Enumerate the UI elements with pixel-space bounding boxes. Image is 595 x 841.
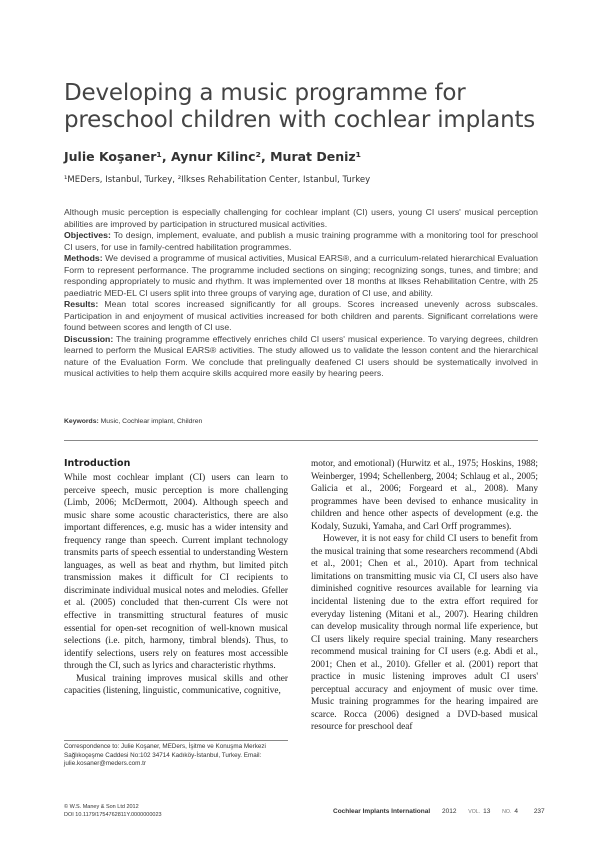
copyright: © W.S. Maney & Son Ltd 2012 <box>64 804 139 810</box>
article-title: Developing a music programme for preschool children with cochlear implants <box>64 80 536 133</box>
volume-number: 13 <box>483 808 491 815</box>
methods-label: Methods: <box>64 253 103 263</box>
results-text: Mean total scores increased significantly for all groups. Scores increased unevenly across subscales. Participation in and enjoyment of musical activities increased for both children and parents. Significant correlations were found between scores and length of CI use. <box>64 299 538 332</box>
introduction-heading: Introduction <box>64 458 131 469</box>
discussion-text: The training programme effectively enriches child CI users' musical experience. To varying degrees, children learned to perform the Musical EARS® activities. The study allowed us to validate the lesson content and the hierarchical nature of the Evaluation Form. We conclude that prelingually deafened CI users should be systematically involved in musical activities to help them acquire skills acquired more easily by hearing peers. <box>64 333 538 378</box>
discussion-label: Discussion: <box>64 333 114 344</box>
results-label: Results: <box>64 299 99 309</box>
volume-label: VOL. <box>468 809 481 815</box>
methods-text: We devised a programme of musical activities, Musical EARS®, and a curriculum-related hierarchical Evaluation Form to represent performance. The programme included sections on singing; recognizing songs, tunes, and timbre; and responding appropriately to music and rhythm. It was implemented over 18 months at Ilkses Rehabilitation Centre, with 25 paediatric MED-EL CI users split into three groups of varying age, duration of CI use, and ability. <box>64 253 538 298</box>
journal-year: 2012 <box>441 808 457 815</box>
abstract-methods <box>64 253 538 299</box>
body-paragraph: Musical training improves musical skills and other capacities (listening, linguistic, communicative, cognitive, <box>64 673 288 697</box>
abstract-results <box>64 299 538 334</box>
keywords <box>64 418 202 425</box>
body-paragraph: motor, and emotional) (Hurwitz et al., 1975; Hoskins, 1988; Weinberger, 1994; Schellenberg, 2004; Schlaug et al., 2005; Galicia et al., 2006; Forgeard et al., 2008). Many programmes have been devised to enhance musicality in children and hence other aspects of development (e.g. the Kodaly, Suzuki, Yamaha, and Carl Orff programmes). <box>311 459 538 532</box>
page-number: 237 <box>533 808 545 815</box>
doi: DOI 10.1179/1754762811Y.0000000023 <box>64 811 162 818</box>
objectives-label: Objectives: <box>64 230 111 240</box>
objectives-text: To design, implement, evaluate, and publish a music training programme with a monitoring tool for preschool CI users, for use in family-centred habilitation programmes. <box>64 230 538 252</box>
issue-number: 4 <box>514 808 518 815</box>
affiliations: ¹MEDers, Istanbul, Turkey, ²Ilkses Rehabilitation Center, Istanbul, Turkey <box>64 175 371 185</box>
issue-label: NO. <box>502 809 512 815</box>
author-list: Julie Koşaner¹, Aynur Kilinc², Murat Deniz¹ <box>64 149 362 164</box>
correspondence-note: Correspondence to: Julie Koşaner, MEDers, İşitme ve Konuşma Merkezi Sağlıkoçeşme Caddesi No:102 34714 Kadıköy-İstanbul, Turkey. Email: julie.kosaner@meders.com.tr <box>64 743 266 768</box>
footer-publisher <box>64 804 162 819</box>
keywords-label: Keywords: <box>64 418 99 425</box>
body-column-right <box>311 458 538 734</box>
section-divider <box>64 440 538 441</box>
footer-journal-info <box>333 808 545 815</box>
journal-name: Cochlear Implants International <box>333 808 431 815</box>
abstract-intro: Although music perception is especially challenging for cochlear implant (CI) users, young CI users' musical perception abilities are improved by participation in structured musical activities. <box>64 207 538 229</box>
body-column-left <box>64 458 288 698</box>
abstract-discussion <box>64 334 538 380</box>
abstract <box>64 207 538 380</box>
abstract-objectives <box>64 230 538 253</box>
keywords-value: Music, Cochlear implant, Children <box>98 418 203 425</box>
body-paragraph: While most cochlear implant (CI) users can learn to perceive speech, music perception is more challenging (Limb, 2006; McDermott, 2004). Although speech and music share some acoustic characteristics, there are also important differences, e.g. music has a wider intensity and frequency range than speech. Current implant technology transmits parts of speech essential to understanding Western languages, as well as beat and rhythm, but limited pitch transmission makes it difficult for CI recipients to discriminate individual musical notes and melodies. Gfeller et al. (2005) concluded that then-current CIs were not effective in transmitting structural features of music essential for open-set recognition of well-known musical selections (i.e. pitch, harmony, timbral blends). Thus, to identify selections, users rely on features most accessible through the CI, such as lyrics and characteristic rhythms. <box>64 473 288 672</box>
body-paragraph: However, it is not easy for child CI users to benefit from the musical training that some researchers recommend (Abdi et al., 2001; Chen et al., 2010). Apart from technical limitations on transmitting music via CI, CI users also have diminished cognitive resources available for learning via incidental listening due to the extra effort required for everyday listening (Mitani et al., 2007). Hearing children can develop musicality through normal life experience, but CI users likely require special training. Many researchers recommend musical training for CI users (e.g. Abdi et al., 2001; Chen et al., 2010). Gfeller et al. (2001) report that practice in music listening improves adult CI users' perceptual accuracy and enjoyment of music over time. Music training programmes for the hearing impaired are scarce. Rocca (2006) designed a DVD-based musical resource for preschool deaf <box>311 534 538 733</box>
footnote-divider <box>64 740 288 741</box>
